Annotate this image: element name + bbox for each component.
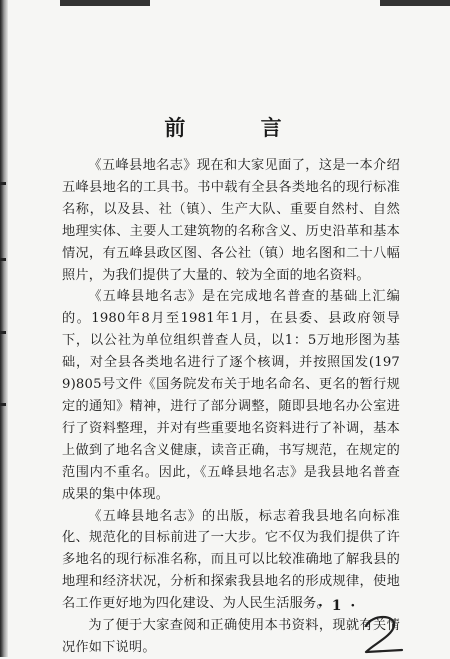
scan-artifact bbox=[380, 0, 450, 6]
paragraph: 《五峰县地名志》是在完成地名普查的基础上汇编的。1980年8月至1981年1月，在县委、县政府领导下，以公社为单位组织普查人员，以1：5万地形图为基础，对全县各类地名进行了逐个核调，并按照国发(1979)805号文件《国务院发布关于地名命名、更名的暂行规定的通知》精神，进行了部分调整，随即县地名办公室进行了资料整理，并对有些重要地名资料进行了补调，基本上做到了地名含义健康，读音正确，书写规范，在规定的范围内不重名。因此，《五峰县地名志》是我县地名普查成果的集中体现。 bbox=[62, 289, 400, 502]
handwritten-page-mark bbox=[358, 612, 418, 656]
binding-mark bbox=[0, 331, 6, 334]
page-number: · 1 · bbox=[318, 598, 358, 614]
preface-body bbox=[62, 155, 400, 659]
page-title: 前 言 bbox=[164, 115, 316, 141]
scan-artifact bbox=[60, 0, 150, 6]
binding-mark bbox=[0, 258, 6, 261]
binding-mark bbox=[0, 403, 6, 406]
paragraph: 为了便于大家查阅和正确使用本书资料，现就有关情况作如下说明。 bbox=[62, 618, 400, 655]
paragraph: 《五峰县地名志》的出版，标志着我县地名向标准化、规范化的目标前进了一大步。它不仅为我们提供了许多地名的现行标准名称，而且可以比较准确地了解我县的地理和经济状况，分析和探索我县地名的形成规律，使地名工作更好地为四化建设、为人民生活服务。 bbox=[62, 508, 400, 612]
page-binding-edge bbox=[0, 0, 8, 657]
binding-mark bbox=[0, 182, 6, 185]
paragraph: 《五峰县地名志》现在和大家见面了，这是一本介绍五峰县地名的工具书。书中载有全县各类地名的现行标准名称，以及县、社（镇）、生产大队、重要自然村、自然地理实体、主要人工建筑物的名称含义、历史沿革和基本情况，有五峰县政区图、各公社（镇）地名图和二十八幅照片，为我们提供了大量的、较为全面的地名资料。 bbox=[62, 158, 400, 283]
